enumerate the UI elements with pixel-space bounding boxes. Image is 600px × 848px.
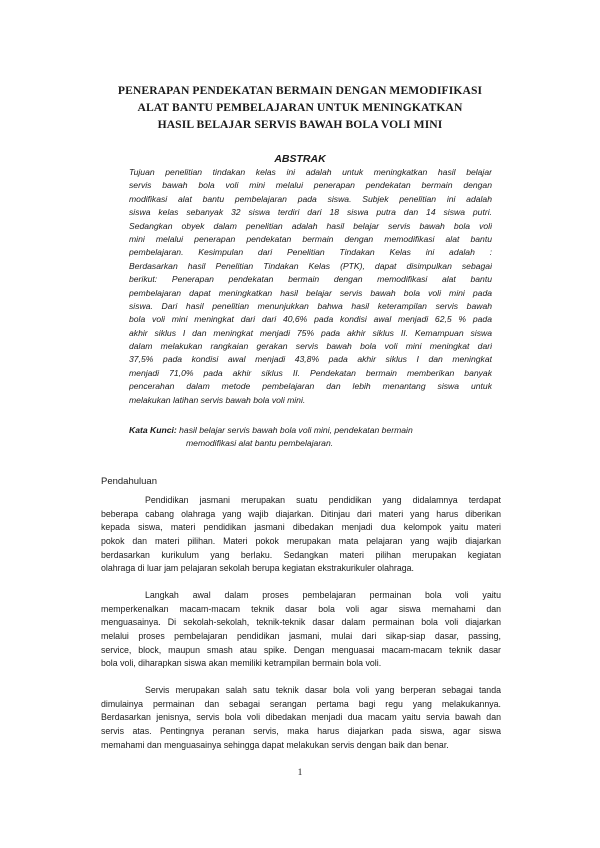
paragraph: [101, 589, 501, 671]
abstract-line: 37,5% pada kondisi awal menjadi 43,8% pada akhir siklus I dan meningkat: [129, 354, 492, 365]
paragraph-line: menguasainya. Di sekolah-sekolah, teknik-teknik dasar dalam permainan bola voli diajarkan: [101, 617, 501, 628]
paragraph-line: memahami dan menguasainya sehingga dapat melakukan servis dengan baik dan benar.: [101, 739, 449, 750]
section-title: Pendahuluan: [101, 476, 157, 487]
paragraph-line: servis atas. Pentingnya peranan servis, maka harus diajarkan pada siswa, agar siswa: [101, 726, 501, 737]
paragraph-line: Pendidikan jasmani merupakan suatu pendidikan yang didalamnya terdapat: [145, 495, 501, 505]
paragraph-line: service, block, maupun smash atau spike. Dengan menguasai macam-macam teknik dasar: [101, 644, 501, 655]
paragraph-line: Berdasarkan jenisnya, servis bola voli dibedakan menjadi dua macam yaitu servia bawah dan: [101, 712, 501, 723]
abstract-line: modifikasi alat bantu pembelajaran pada siswa. Subjek penelitian ini adalah: [129, 193, 492, 204]
abstract-line: Sedangkan obyek dalam penelitian adalah hasil belajar servis bawah bola voli: [129, 220, 492, 231]
abstract-body: [129, 166, 492, 407]
abstract-line: siswa kelas sebanyak 32 siswa terdiri dari 18 siswa putra dan 14 siswa putri.: [129, 207, 492, 218]
abstract-line: dalam melakukan rangkaian gerakan servis bawah bola voli mini meningkat dari: [129, 341, 492, 352]
page-number: 1: [297, 768, 303, 778]
paragraph-line: memperkenalkan macam-macam teknik dasar bola voli agar siswa memahami dan: [101, 603, 501, 614]
paragraph-line: pokok dan materi pilihan. Materi pokok merupakan mata pelajaran yang wajib diajarkan: [101, 536, 501, 547]
keywords-label: Kata Kunci:: [129, 425, 177, 435]
paragraph-line: olahraga di luar jam pelajaran sekolah berupa kegiatan ekstrakurikuler olahraga.: [101, 563, 414, 574]
abstract-line: siswa. Dari hasil penelitian menunjukkan bahwa hasil keterampilan servis bawah: [129, 300, 492, 311]
paragraph-line: berdasarkan kurikulum yang berlaku. Sedangkan materi pilihan merupakan kegiatan: [101, 549, 501, 560]
abstract-line: mini melalui penerapan pendekatan bermain dengan memodifikasi alat bantu: [129, 233, 492, 244]
abstract-line: menjadi 71,0% pada akhir siklus II. Pendekatan bermain memberikan banyak: [129, 367, 492, 378]
title-line: HASIL BELAJAR SERVIS BAWAH BOLA VOLI MINI: [157, 118, 443, 131]
paragraph-line: Langkah awal dalam proses pembelajaran permainan bola voli yaitu: [145, 590, 501, 600]
abstract-line: akhir siklus I dan meningkat menjadi 75% pada akhir siklus II. Kemampuan siswa: [129, 327, 492, 338]
paragraph-line: Servis merupakan salah satu teknik dasar bola voli yang berperan sebagai tanda: [145, 685, 501, 695]
title-line: ALAT BANTU PEMBELAJARAN UNTUK MENINGKATKAN: [137, 101, 463, 114]
keywords: [129, 424, 497, 451]
keywords-line: [129, 424, 497, 437]
abstract-line: pembelajaran. Kesimpulan dari Penelitian Tindakan Kelas ini adalah :: [129, 247, 492, 258]
paragraph: [101, 494, 501, 576]
abstract-line: pembelajaran dapat meningkatkan hasil belajar servis bawah bola voli mini pada: [129, 287, 492, 298]
paper-title: [90, 82, 510, 133]
abstract-line: pencerahan dalam metode pembelajaran dan lebih menantang siswa untuk: [129, 381, 492, 392]
abstract-line: berikut: Penerapan pendekatan bermain dengan memodifikasi alat bantu: [129, 274, 492, 285]
paragraph: [101, 684, 501, 752]
title-line: PENERAPAN PENDEKATAN BERMAIN DENGAN MEMODIFIKASI: [117, 84, 483, 97]
abstract-line: Tujuan penelitian tindakan kelas ini adalah untuk meningkatkan hasil belajar: [129, 167, 492, 177]
abstract-heading: ABSTRAK: [274, 153, 326, 165]
paragraph-line: kepada siswa, materi pendidikan jasmani dibedakan menjadi dua kelompok yaitu materi: [101, 522, 501, 533]
keywords-text: memodifikasi alat bantu pembelajaran.: [186, 438, 334, 449]
paragraph-line: melalui proses pembelajaran pendidikan jasmani, mulai dari sikap-siap dasar, passing,: [101, 631, 501, 642]
abstract-line: melakukan latihan servis bawah bola voli mini.: [129, 394, 306, 405]
paragraph-line: beberapa cabang olahraga yang wajib diajarkan. Ditinjau dari materi yang harus diberikan: [101, 508, 501, 519]
abstract-line: Berdasarkan hasil Penelitian Tindakan Kelas (PTK), dapat disimpulkan sebagai: [129, 260, 492, 271]
abstract-line: bola voli mini meningkat dari dari 40,6% pada kondisi awal menjadi 62,5 % pada: [129, 314, 492, 325]
abstract-line: servis bawah bola voli mini melalui penerapan pendekatan bermain dengan: [129, 180, 492, 191]
paragraph-line: bola voli, diharapkan siswa akan memiliki ketrampilan bermain bola voli.: [101, 658, 382, 669]
keywords-text: hasil belajar servis bawah bola voli mini, pendekatan bermain: [176, 425, 413, 435]
paragraph-line: dimulainya permainan dan sebagai serangan pertama bagi regu yang melakukannya.: [101, 698, 501, 709]
